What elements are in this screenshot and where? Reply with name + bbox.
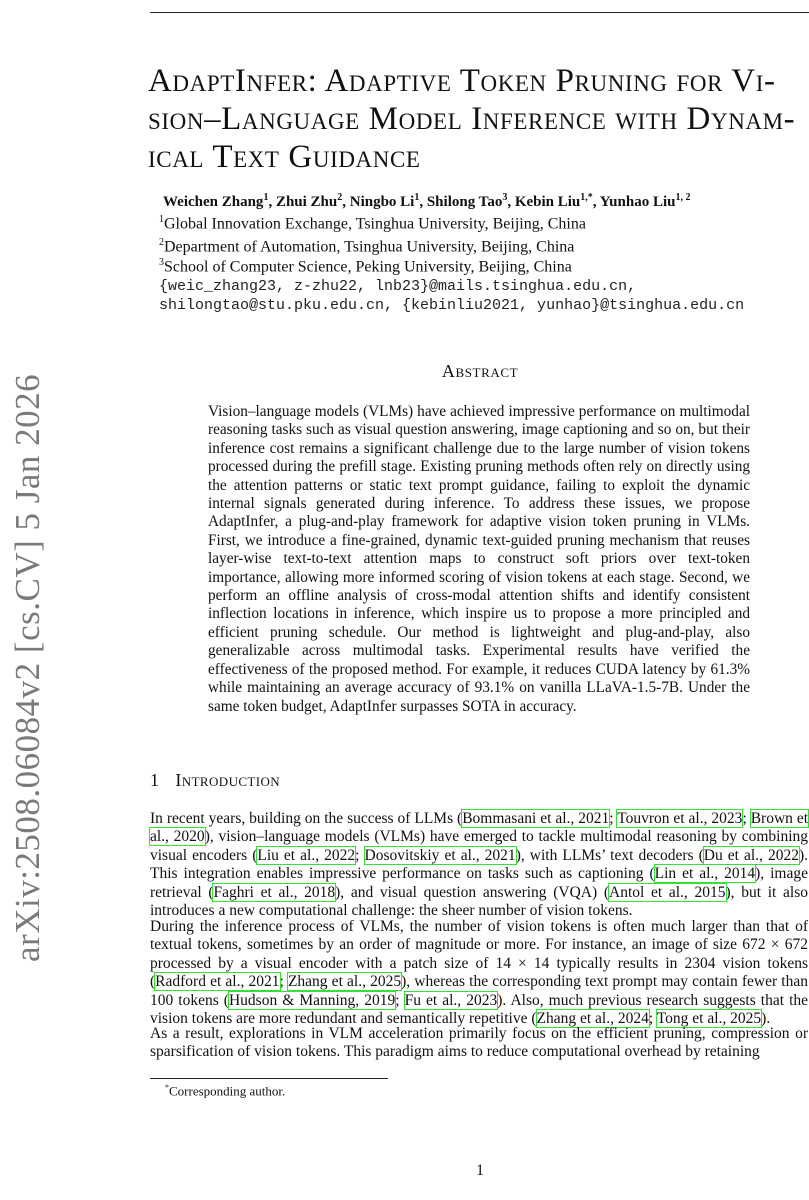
paragraph-text: ). <box>761 1010 771 1028</box>
citation-link[interactable]: Brown et al., 2020 <box>150 810 809 846</box>
affiliation-text: Department of Automation, Tsinghua University, Beijing, China <box>164 238 575 256</box>
section-title: Introduction <box>175 770 281 790</box>
email-line: shilongtao@stu.pku.edu.cn, {kebinliu2021, yunhao}@tsinghua.edu.cn <box>159 297 745 314</box>
citation-link[interactable]: Antol et al., 2015 <box>609 883 726 901</box>
page-number: 1 <box>476 1162 484 1179</box>
intro-paragraph-2 <box>150 918 808 1028</box>
author-affiliation-mark: 2 <box>337 192 343 203</box>
affiliation-mark: 3 <box>159 257 164 268</box>
author-list: Weichen Zhang$^1$, Zhui Zhu$^2$, Ningbo Li$^1$, Shilong Tao$^3$, Kebin Liu$^{1,*}$, Yunhao Liu$^{1, 2}$ <box>163 192 691 210</box>
paragraph-text: ). Also, much previous research suggests that the vision tokens are more redundant and semantically repetitive ( <box>150 991 809 1028</box>
paragraph-text: ), but it also introduces a new computational challenge: the sheer number of vision tokens. <box>150 883 808 920</box>
footnote-rule <box>150 1078 388 1079</box>
citation-link[interactable]: Bommasani et al., 2021 <box>462 810 610 827</box>
author-affiliation-mark: 1 <box>414 192 420 203</box>
paragraph-text: ; <box>648 1010 657 1028</box>
paragraph-text: ), image retrieval ( <box>150 865 808 901</box>
top-rule <box>150 12 809 13</box>
paragraph-text: ). This integration enables impressive performance on tasks such as captioning ( <box>150 846 808 883</box>
citation-link[interactable]: Hudson & Manning, 2019 <box>228 991 396 1009</box>
footnote-mark: * <box>165 1083 169 1092</box>
citation-link[interactable]: Radford et al., 2021 <box>155 973 280 991</box>
email-line: {weic_zhang23, z-zhu22, lnb23}@mails.tsinghua.edu.cn, <box>159 278 637 295</box>
author-name: Kebin Liu <box>514 194 581 210</box>
citation-link[interactable]: Touvron et al., 2023 <box>617 810 743 827</box>
author-name: Weichen Zhang <box>163 194 264 210</box>
paragraph-text: ; <box>279 973 288 991</box>
citation-link[interactable]: Zhang et al., 2025 <box>287 973 402 991</box>
author-affiliation-mark: 3 <box>502 192 508 203</box>
affiliation-mark: 2 <box>159 237 164 248</box>
affiliation-text: School of Computer Science, Peking University, Beijing, China <box>164 258 572 276</box>
footnote <box>165 1083 285 1099</box>
paragraph-text: ; <box>742 810 751 827</box>
section-heading-introduction <box>150 770 280 791</box>
affiliation-mark: 1 <box>159 214 164 225</box>
paragraph-text: ; <box>395 991 405 1009</box>
title-line: AdaptInfer: Adaptive Token Pruning for Vi- <box>148 63 776 99</box>
paragraph-text: In recent years, building on the success of LLMs ( <box>150 810 463 827</box>
citation-link[interactable]: Lin et al., 2014 <box>654 865 756 883</box>
citation-link[interactable]: Tong et al., 2025 <box>656 1010 762 1028</box>
intro-paragraph-1 <box>150 810 808 920</box>
abstract-body: Vision–language models (VLMs) have achieved impressive performance on multimodal reasoning tasks such as visual question answering, image captioning and so on, but their inference cost remains a significant challenge due to the large number of vision tokens processed during the prefill stage. Existing pruning methods often rely on directly using the attention patterns or static text prompt guidance, failing to exploit the dynamic internal signals generated during inference. To address these issues, we propose AdaptInfer, a plug-and-play framework for adaptive vision token pruning in VLMs. First, we introduce a fine-grained, dynamic text-guided pruning mechanism that reuses layer-wise text-to-text attention maps to construct soft priors over text-token importance, allowing more informed scoring of vision tokens at each stage. Second, we perform an offline analysis of cross-modal attention shifts and identify consistent inflection locations in inference, which inspire us to propose a more principled and efficient pruning schedule. Our method is lightweight and plug-and-play, also generalizable across multimodal tasks. Experimental results have verified the effectiveness of the proposed method. For example, it reduces CUDA latency by 61.3% while maintaining an average accuracy of 93.1% on vanilla LLaVA-1.5-7B. Under the same token budget, AdaptInfer surpasses SOTA in accuracy. <box>208 403 750 715</box>
citation-link[interactable]: Dosovitskiy et al., 2021 <box>364 846 516 864</box>
section-number: 1 <box>150 770 160 790</box>
author-affiliation-mark: 1,* <box>580 192 593 203</box>
paragraph-text: ), whereas the corresponding text prompt may contain fewer than 100 tokens ( <box>150 973 808 1009</box>
footnote-text: Corresponding author. <box>169 1083 286 1099</box>
paragraph-text: ), vision–language models (VLMs) have emerged to tackle multimodal reasoning by combining visual encoders ( <box>150 828 809 864</box>
author-affiliation-mark: 1, 2 <box>675 192 691 203</box>
paragraph-text: ; <box>609 810 618 827</box>
author-affiliation-mark: 1 <box>263 192 269 203</box>
author-name: Ningbo Li <box>349 194 415 210</box>
paragraph-text: ; <box>355 846 365 864</box>
author-name: Zhui Zhu <box>275 194 338 210</box>
affiliation-text: Global Innovation Exchange, Tsinghua University, Beijing, China <box>164 215 586 233</box>
paragraph-text: As a result, explorations in VLM acceleration primarily focus on the efficient pruning, compression or sparsification of vision tokens. This paradigm aims to reduce computational overhead by retaining <box>150 1025 808 1061</box>
abstract-heading: Abstract <box>441 361 519 381</box>
citation-link[interactable]: Faghri et al., 2018 <box>213 883 336 901</box>
intro-paragraph-3 <box>150 1025 808 1062</box>
paragraph-text: During the inference process of VLMs, the number of vision tokens is often much larger than that of textual tokens, sometimes by an order of magnitude or more. For instance, an image of size 672 × 672 processed by a visual encoder with a patch size of 14 × 14 typically results in 2304 vision tokens ( <box>150 918 808 991</box>
affiliation-2 <box>159 237 574 256</box>
citation-link[interactable]: Du et al., 2022 <box>703 846 799 864</box>
author-name: Yunhao Liu <box>599 194 676 210</box>
affiliation-3 <box>159 257 572 276</box>
arxiv-identifier-stamp: arXiv:2508.06084v2 [cs.CV] 5 Jan 2026 <box>8 373 47 962</box>
paragraph-text: ), and visual question answering (VQA) ( <box>335 883 609 901</box>
affiliation-1 <box>159 214 586 233</box>
paper-title <box>148 62 808 176</box>
paragraph-text: ), with LLMs’ text decoders ( <box>515 846 704 864</box>
citation-link[interactable]: Zhang et al., 2024 <box>536 1010 649 1028</box>
title-line: ical Text Guidance <box>148 139 421 175</box>
author-name: Shilong Tao <box>426 194 503 210</box>
citation-link[interactable]: Fu et al., 2023 <box>404 991 498 1009</box>
citation-link[interactable]: Liu et al., 2022 <box>257 846 356 864</box>
title-line: sion–Language Model Inference with Dynam- <box>148 101 796 137</box>
